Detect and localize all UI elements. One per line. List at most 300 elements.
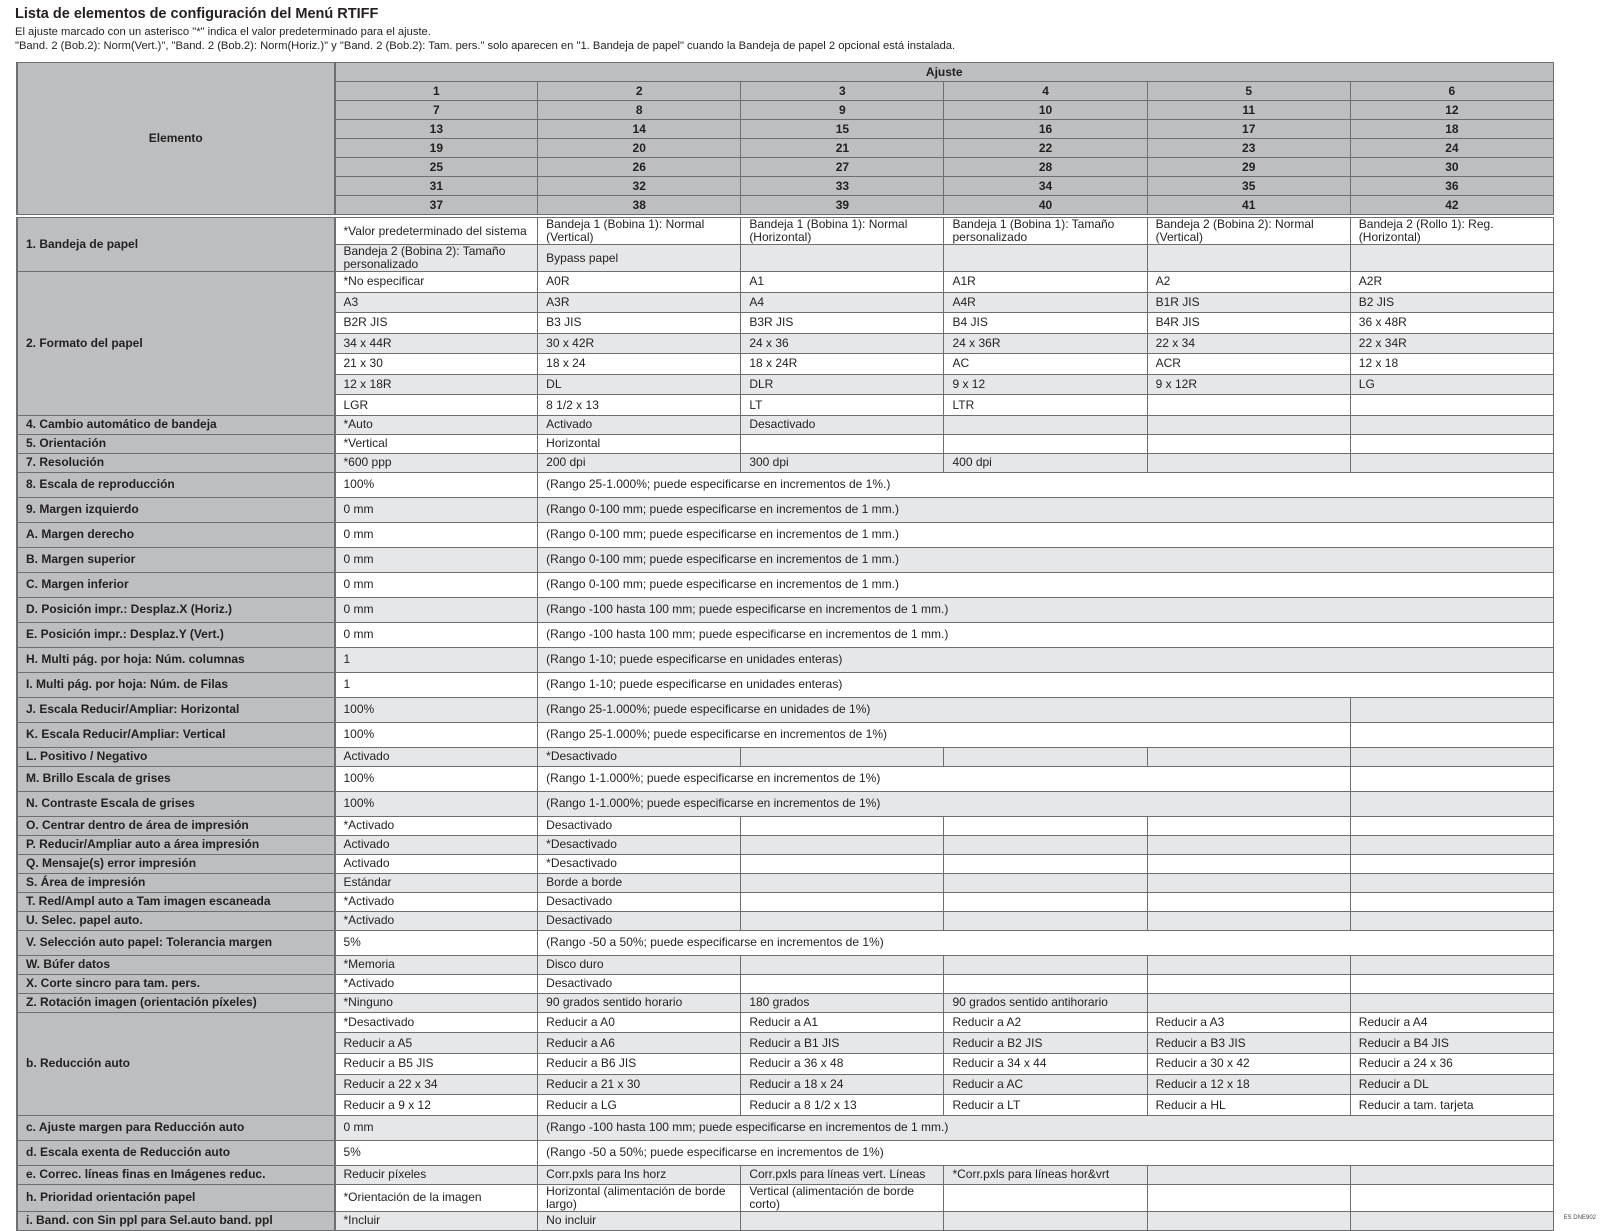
- item-label: U. Selec. papel auto.: [17, 911, 335, 930]
- setting-cell: 0 mm: [335, 1115, 538, 1140]
- table-row: [17, 791, 1554, 816]
- setting-cell: Estándar: [335, 873, 538, 892]
- item-label: M. Brillo Escala de grises: [17, 766, 335, 791]
- setting-cell: 100%: [335, 766, 538, 791]
- setting-cell: 0 mm: [335, 597, 538, 622]
- table-row: [17, 434, 1554, 453]
- setting-cell: [944, 434, 1147, 453]
- setting-cell: *Desactivado: [538, 835, 741, 854]
- table-row: [17, 835, 1554, 854]
- setting-number: 21: [741, 139, 944, 158]
- setting-cell: B2 JIS: [1350, 292, 1553, 313]
- setting-cell: (Rango 25-1.000%; puede especificarse en unidades de 1%): [538, 697, 1351, 722]
- setting-cell: Activado: [538, 415, 741, 434]
- setting-cell: 90 grados sentido antihorario: [944, 993, 1147, 1012]
- setting-number: 17: [1147, 120, 1350, 139]
- setting-cell: Corr.pxls para lns horz: [538, 1165, 741, 1184]
- item-label: L. Positivo / Negativo: [17, 747, 335, 766]
- setting-cell: (Rango 1-1.000%; puede especificarse en incrementos de 1%): [538, 766, 1351, 791]
- setting-cell: Borde a borde: [538, 873, 741, 892]
- setting-cell: Desactivado: [538, 892, 741, 911]
- setting-cell: Reducir a HL: [1147, 1095, 1350, 1116]
- setting-cell: [741, 434, 944, 453]
- setting-cell: Desactivado: [741, 415, 944, 434]
- setting-cell: (Rango 1-10; puede especificarse en unidades enteras): [538, 672, 1554, 697]
- setting-cell: (Rango 0-100 mm; puede especificarse en incrementos de 1 mm.): [538, 547, 1554, 572]
- setting-cell: Bandeja 1 (Bobina 1): Normal (Vertical): [538, 218, 741, 245]
- setting-cell: A1R: [944, 272, 1147, 293]
- setting-number: 27: [741, 158, 944, 177]
- setting-cell: Reducir a tam. tarjeta: [1350, 1095, 1553, 1116]
- setting-cell: [1350, 245, 1553, 272]
- setting-cell: [1350, 453, 1553, 472]
- setting-cell: *Vertical: [335, 434, 538, 453]
- item-label: E. Posición impr.: Desplaz.Y (Vert.): [17, 622, 335, 647]
- setting-cell: 5%: [335, 1140, 538, 1165]
- setting-cell: Reducir a A4: [1350, 1012, 1553, 1033]
- item-label: H. Multi pág. por hoja: Núm. columnas: [17, 647, 335, 672]
- setting-cell: [1147, 854, 1350, 873]
- item-label: d. Escala exenta de Reducción auto: [17, 1140, 335, 1165]
- setting-cell: A4: [741, 292, 944, 313]
- table-row: [17, 930, 1554, 955]
- setting-cell: Desactivado: [538, 816, 741, 835]
- setting-number: 16: [944, 120, 1147, 139]
- setting-cell: [1147, 1211, 1350, 1230]
- setting-number: 5: [1147, 82, 1350, 101]
- setting-cell: *Activado: [335, 892, 538, 911]
- setting-cell: LGR: [335, 395, 538, 416]
- setting-cell: Reducir a 36 x 48: [741, 1054, 944, 1075]
- setting-cell: [741, 955, 944, 974]
- settings-table: [16, 62, 1554, 1231]
- setting-cell: 1: [335, 672, 538, 697]
- setting-cell: [741, 816, 944, 835]
- setting-cell: Horizontal: [538, 434, 741, 453]
- setting-number: 34: [944, 177, 1147, 196]
- setting-cell: Reducir a A1: [741, 1012, 944, 1033]
- item-label: D. Posición impr.: Desplaz.X (Horiz.): [17, 597, 335, 622]
- setting-number: 4: [944, 82, 1147, 101]
- setting-cell: *No especificar: [335, 272, 538, 293]
- setting-cell: *Desactivado: [538, 747, 741, 766]
- setting-number: 20: [538, 139, 741, 158]
- setting-cell: [1147, 816, 1350, 835]
- table-row: [17, 697, 1554, 722]
- item-label: i. Band. con Sin ppl para Sel.auto band. ppl: [17, 1211, 335, 1230]
- setting-number: 41: [1147, 196, 1350, 215]
- table-row: [17, 974, 1554, 993]
- setting-cell: Desactivado: [538, 974, 741, 993]
- setting-cell: Reducir a 12 x 18: [1147, 1074, 1350, 1095]
- item-label: V. Selección auto papel: Tolerancia margen: [17, 930, 335, 955]
- setting-cell: [741, 892, 944, 911]
- setting-cell: [1350, 955, 1553, 974]
- setting-cell: [1147, 434, 1350, 453]
- setting-cell: [944, 911, 1147, 930]
- table-row: [17, 955, 1554, 974]
- setting-cell: [1350, 816, 1553, 835]
- setting-cell: Reducir a LT: [944, 1095, 1147, 1116]
- item-label: Z. Rotación imagen (orientación píxeles): [17, 993, 335, 1012]
- setting-cell: A0R: [538, 272, 741, 293]
- setting-cell: [1147, 835, 1350, 854]
- setting-cell: AC: [944, 354, 1147, 375]
- item-label: b. Reducción auto: [17, 1012, 335, 1115]
- item-label: C. Margen inferior: [17, 572, 335, 597]
- setting-cell: [944, 974, 1147, 993]
- table-row: [17, 218, 1554, 245]
- setting-number: 42: [1350, 196, 1553, 215]
- item-label: Q. Mensaje(s) error impresión: [17, 854, 335, 873]
- table-body: [17, 215, 1554, 1231]
- document-title: Lista de elementos de configuración del Menú RTIFF: [15, 6, 379, 22]
- item-label: T. Red/Ampl auto a Tam imagen escaneada: [17, 892, 335, 911]
- item-label: 4. Cambio automático de bandeja: [17, 415, 335, 434]
- item-label: 9. Margen izquierdo: [17, 497, 335, 522]
- setting-cell: 180 grados: [741, 993, 944, 1012]
- setting-cell: Reducir a A6: [538, 1033, 741, 1054]
- setting-cell: (Rango 25-1.000%; puede especificarse en incrementos de 1%): [538, 722, 1351, 747]
- setting-number: 14: [538, 120, 741, 139]
- setting-cell: *600 ppp: [335, 453, 538, 472]
- item-label: e. Correc. líneas finas en Imágenes reduc.: [17, 1165, 335, 1184]
- setting-cell: 5%: [335, 930, 538, 955]
- setting-cell: 200 dpi: [538, 453, 741, 472]
- item-label: 2. Formato del papel: [17, 272, 335, 416]
- setting-cell: [1350, 395, 1553, 416]
- setting-number: 30: [1350, 158, 1553, 177]
- setting-cell: 100%: [335, 722, 538, 747]
- setting-cell: [1350, 766, 1553, 791]
- setting-cell: *Memoria: [335, 955, 538, 974]
- setting-cell: *Desactivado: [538, 854, 741, 873]
- setting-cell: 34 x 44R: [335, 333, 538, 354]
- setting-cell: Reducir a LG: [538, 1095, 741, 1116]
- setting-cell: [944, 892, 1147, 911]
- setting-cell: Reducir a A0: [538, 1012, 741, 1033]
- setting-cell: [1350, 873, 1553, 892]
- setting-cell: Corr.pxls para líneas vert. Líneas: [741, 1165, 944, 1184]
- setting-number: 37: [335, 196, 538, 215]
- setting-cell: [1350, 835, 1553, 854]
- setting-number: 15: [741, 120, 944, 139]
- setting-cell: [741, 1211, 944, 1230]
- setting-cell: [1147, 873, 1350, 892]
- setting-cell: Reducir a B2 JIS: [944, 1033, 1147, 1054]
- setting-cell: (Rango 1-1.000%; puede especificarse en incrementos de 1%): [538, 791, 1351, 816]
- setting-cell: LTR: [944, 395, 1147, 416]
- setting-number: 31: [335, 177, 538, 196]
- setting-cell: Reducir a 22 x 34: [335, 1074, 538, 1095]
- setting-cell: A1: [741, 272, 944, 293]
- setting-cell: Reducir a A2: [944, 1012, 1147, 1033]
- table-row: [17, 766, 1554, 791]
- setting-cell: DLR: [741, 374, 944, 395]
- setting-number: 18: [1350, 120, 1553, 139]
- setting-cell: *Valor predeterminado del sistema: [335, 218, 538, 245]
- setting-cell: [1350, 722, 1553, 747]
- setting-cell: 400 dpi: [944, 453, 1147, 472]
- setting-cell: 100%: [335, 791, 538, 816]
- setting-cell: [944, 245, 1147, 272]
- item-label: J. Escala Reducir/Ampliar: Horizontal: [17, 697, 335, 722]
- setting-number: 13: [335, 120, 538, 139]
- setting-cell: 100%: [335, 697, 538, 722]
- setting-cell: LT: [741, 395, 944, 416]
- setting-number: 38: [538, 196, 741, 215]
- document-header: [15, 6, 1575, 53]
- setting-cell: [1350, 1184, 1553, 1211]
- table-row: [17, 747, 1554, 766]
- setting-cell: [741, 835, 944, 854]
- setting-cell: 0 mm: [335, 547, 538, 572]
- setting-cell: A2R: [1350, 272, 1553, 293]
- item-label: W. Búfer datos: [17, 955, 335, 974]
- setting-cell: [1147, 415, 1350, 434]
- setting-number: 22: [944, 139, 1147, 158]
- setting-cell: Reducir a 24 x 36: [1350, 1054, 1553, 1075]
- setting-cell: 21 x 30: [335, 354, 538, 375]
- setting-cell: *Orientación de la imagen: [335, 1184, 538, 1211]
- item-label: B. Margen superior: [17, 547, 335, 572]
- item-label: I. Multi pág. por hoja: Núm. de Filas: [17, 672, 335, 697]
- setting-cell: [1350, 911, 1553, 930]
- setting-cell: Activado: [335, 747, 538, 766]
- setting-cell: 0 mm: [335, 522, 538, 547]
- setting-cell: 8 1/2 x 13: [538, 395, 741, 416]
- setting-number: 33: [741, 177, 944, 196]
- item-label: 7. Resolución: [17, 453, 335, 472]
- setting-cell: [1350, 892, 1553, 911]
- setting-cell: [1350, 415, 1553, 434]
- setting-cell: [1147, 993, 1350, 1012]
- setting-cell: Reducir a B4 JIS: [1350, 1033, 1553, 1054]
- item-label: c. Ajuste margen para Reducción auto: [17, 1115, 335, 1140]
- setting-number: 3: [741, 82, 944, 101]
- setting-cell: (Rango -100 hasta 100 mm; puede especificarse en incrementos de 1 mm.): [538, 597, 1554, 622]
- table-row: [17, 547, 1554, 572]
- item-label: 1. Bandeja de papel: [17, 218, 335, 272]
- setting-number: 12: [1350, 101, 1553, 120]
- setting-cell: Reducir a 34 x 44: [944, 1054, 1147, 1075]
- setting-cell: *Activado: [335, 974, 538, 993]
- setting-cell: Bandeja 1 (Bobina 1): Tamaño personalizado: [944, 218, 1147, 245]
- table-row: [17, 854, 1554, 873]
- setting-cell: 18 x 24R: [741, 354, 944, 375]
- setting-cell: Desactivado: [538, 911, 741, 930]
- setting-cell: Reducir a 30 x 42: [1147, 1054, 1350, 1075]
- item-label: S. Área de impresión: [17, 873, 335, 892]
- setting-cell: [944, 835, 1147, 854]
- setting-cell: 36 x 48R: [1350, 313, 1553, 334]
- setting-cell: 0 mm: [335, 572, 538, 597]
- setting-cell: *Activado: [335, 911, 538, 930]
- setting-cell: [741, 911, 944, 930]
- table-row: [17, 1211, 1554, 1230]
- setting-cell: [1350, 993, 1553, 1012]
- item-label: X. Corte sincro para tam. pers.: [17, 974, 335, 993]
- setting-number: 23: [1147, 139, 1350, 158]
- setting-cell: 0 mm: [335, 622, 538, 647]
- default-note: El ajuste marcado con un asterisco "*" indica el valor predeterminado para el ajuste.: [15, 26, 431, 38]
- setting-cell: Reducir a B6 JIS: [538, 1054, 741, 1075]
- setting-number: 11: [1147, 101, 1350, 120]
- setting-cell: (Rango -50 a 50%; puede especificarse en incrementos de 1%): [538, 930, 1554, 955]
- setting-number: 35: [1147, 177, 1350, 196]
- setting-cell: [1350, 697, 1553, 722]
- setting-cell: [1350, 974, 1553, 993]
- setting-cell: [944, 415, 1147, 434]
- item-label: N. Contraste Escala de grises: [17, 791, 335, 816]
- setting-cell: Reducir a AC: [944, 1074, 1147, 1095]
- setting-cell: *Incluir: [335, 1211, 538, 1230]
- table-row: [17, 647, 1554, 672]
- setting-cell: [1147, 892, 1350, 911]
- setting-cell: Disco duro: [538, 955, 741, 974]
- table-row: [17, 522, 1554, 547]
- table-row: [17, 911, 1554, 930]
- setting-cell: Reducir píxeles: [335, 1165, 538, 1184]
- setting-cell: [1147, 245, 1350, 272]
- setting-cell: *Auto: [335, 415, 538, 434]
- setting-cell: Reducir a A5: [335, 1033, 538, 1054]
- setting-cell: Reducir a 21 x 30: [538, 1074, 741, 1095]
- setting-cell: B2R JIS: [335, 313, 538, 334]
- setting-number: 19: [335, 139, 538, 158]
- setting-cell: B4 JIS: [944, 313, 1147, 334]
- setting-cell: [1147, 974, 1350, 993]
- setting-cell: [1147, 453, 1350, 472]
- setting-cell: [1350, 791, 1553, 816]
- item-label: P. Reducir/Ampliar auto a área impresión: [17, 835, 335, 854]
- setting-cell: 9 x 12: [944, 374, 1147, 395]
- setting-cell: Reducir a 9 x 12: [335, 1095, 538, 1116]
- setting-number: 29: [1147, 158, 1350, 177]
- table-row: [17, 1140, 1554, 1165]
- setting-cell: Reducir a DL: [1350, 1074, 1553, 1095]
- setting-cell: (Rango -100 hasta 100 mm; puede especificarse en incrementos de 1 mm.): [538, 622, 1554, 647]
- setting-cell: *Desactivado: [335, 1012, 538, 1033]
- setting-cell: Reducir a 18 x 24: [741, 1074, 944, 1095]
- item-label: O. Centrar dentro de área de impresión: [17, 816, 335, 835]
- setting-number: 7: [335, 101, 538, 120]
- setting-cell: 22 x 34R: [1350, 333, 1553, 354]
- setting-number: 9: [741, 101, 944, 120]
- setting-cell: LG: [1350, 374, 1553, 395]
- setting-cell: A2: [1147, 272, 1350, 293]
- element-column-header: Elemento: [17, 63, 335, 215]
- table-row: [17, 597, 1554, 622]
- item-label: 8. Escala de reproducción: [17, 472, 335, 497]
- setting-cell: [1147, 911, 1350, 930]
- setting-cell: DL: [538, 374, 741, 395]
- setting-cell: [741, 873, 944, 892]
- table-row: [17, 993, 1554, 1012]
- table-row: [17, 453, 1554, 472]
- item-label: 5. Orientación: [17, 434, 335, 453]
- setting-column-header: Ajuste: [335, 63, 1554, 82]
- setting-cell: [1350, 1211, 1553, 1230]
- table-row: [17, 1012, 1554, 1033]
- setting-cell: [1350, 747, 1553, 766]
- setting-cell: [1147, 747, 1350, 766]
- table-row: [17, 1165, 1554, 1184]
- setting-cell: 30 x 42R: [538, 333, 741, 354]
- setting-cell: 1: [335, 647, 538, 672]
- setting-cell: 18 x 24: [538, 354, 741, 375]
- setting-cell: 22 x 34: [1147, 333, 1350, 354]
- setting-cell: [944, 1211, 1147, 1230]
- setting-cell: Reducir a B1 JIS: [741, 1033, 944, 1054]
- setting-cell: [944, 854, 1147, 873]
- setting-number: 40: [944, 196, 1147, 215]
- setting-cell: [1350, 854, 1553, 873]
- setting-cell: 0 mm: [335, 497, 538, 522]
- table-row: [17, 1115, 1554, 1140]
- setting-cell: Bandeja 2 (Rollo 1): Reg. (Horizontal): [1350, 218, 1553, 245]
- setting-cell: 300 dpi: [741, 453, 944, 472]
- table-row: [17, 572, 1554, 597]
- setting-cell: [741, 854, 944, 873]
- table-row: [17, 622, 1554, 647]
- setting-cell: (Rango 1-10; puede especificarse en unidades enteras): [538, 647, 1554, 672]
- setting-cell: [1147, 395, 1350, 416]
- setting-number: 36: [1350, 177, 1553, 196]
- setting-cell: No incluir: [538, 1211, 741, 1230]
- setting-number: 26: [538, 158, 741, 177]
- setting-cell: (Rango -50 a 50%; puede especificarse en incrementos de 1%): [538, 1140, 1554, 1165]
- setting-cell: [1147, 1184, 1350, 1211]
- item-label: h. Prioridad orientación papel: [17, 1184, 335, 1211]
- table-row: [17, 1184, 1554, 1211]
- setting-cell: 90 grados sentido horario: [538, 993, 741, 1012]
- setting-cell: [1350, 1165, 1553, 1184]
- setting-cell: Bandeja 2 (Bobina 2): Tamaño personalizado: [335, 245, 538, 272]
- setting-cell: [944, 816, 1147, 835]
- setting-cell: 9 x 12R: [1147, 374, 1350, 395]
- item-label: K. Escala Reducir/Ampliar: Vertical: [17, 722, 335, 747]
- table-row: [17, 722, 1554, 747]
- table-row: [17, 672, 1554, 697]
- setting-cell: (Rango 0-100 mm; puede especificarse en incrementos de 1 mm.): [538, 497, 1554, 522]
- setting-cell: A4R: [944, 292, 1147, 313]
- table-row: [17, 497, 1554, 522]
- setting-cell: Horizontal (alimentación de borde largo): [538, 1184, 741, 1211]
- setting-cell: *Activado: [335, 816, 538, 835]
- table-row: [17, 816, 1554, 835]
- setting-cell: *Ninguno: [335, 993, 538, 1012]
- table-row: [17, 472, 1554, 497]
- setting-cell: B3 JIS: [538, 313, 741, 334]
- setting-cell: [1350, 434, 1553, 453]
- setting-number: 8: [538, 101, 741, 120]
- setting-cell: Reducir a 8 1/2 x 13: [741, 1095, 944, 1116]
- setting-cell: Activado: [335, 835, 538, 854]
- setting-number: 32: [538, 177, 741, 196]
- setting-cell: 24 x 36: [741, 333, 944, 354]
- setting-cell: [944, 1184, 1147, 1211]
- setting-cell: (Rango 0-100 mm; puede especificarse en incrementos de 1 mm.): [538, 572, 1554, 597]
- setting-cell: 24 x 36R: [944, 333, 1147, 354]
- setting-cell: (Rango 0-100 mm; puede especificarse en incrementos de 1 mm.): [538, 522, 1554, 547]
- setting-number: 24: [1350, 139, 1553, 158]
- setting-number: 6: [1350, 82, 1553, 101]
- setting-cell: [1147, 1165, 1350, 1184]
- setting-number: 25: [335, 158, 538, 177]
- setting-cell: Vertical (alimentación de borde corto): [741, 1184, 944, 1211]
- setting-cell: (Rango 25-1.000%; puede especificarse en incrementos de 1%.): [538, 472, 1554, 497]
